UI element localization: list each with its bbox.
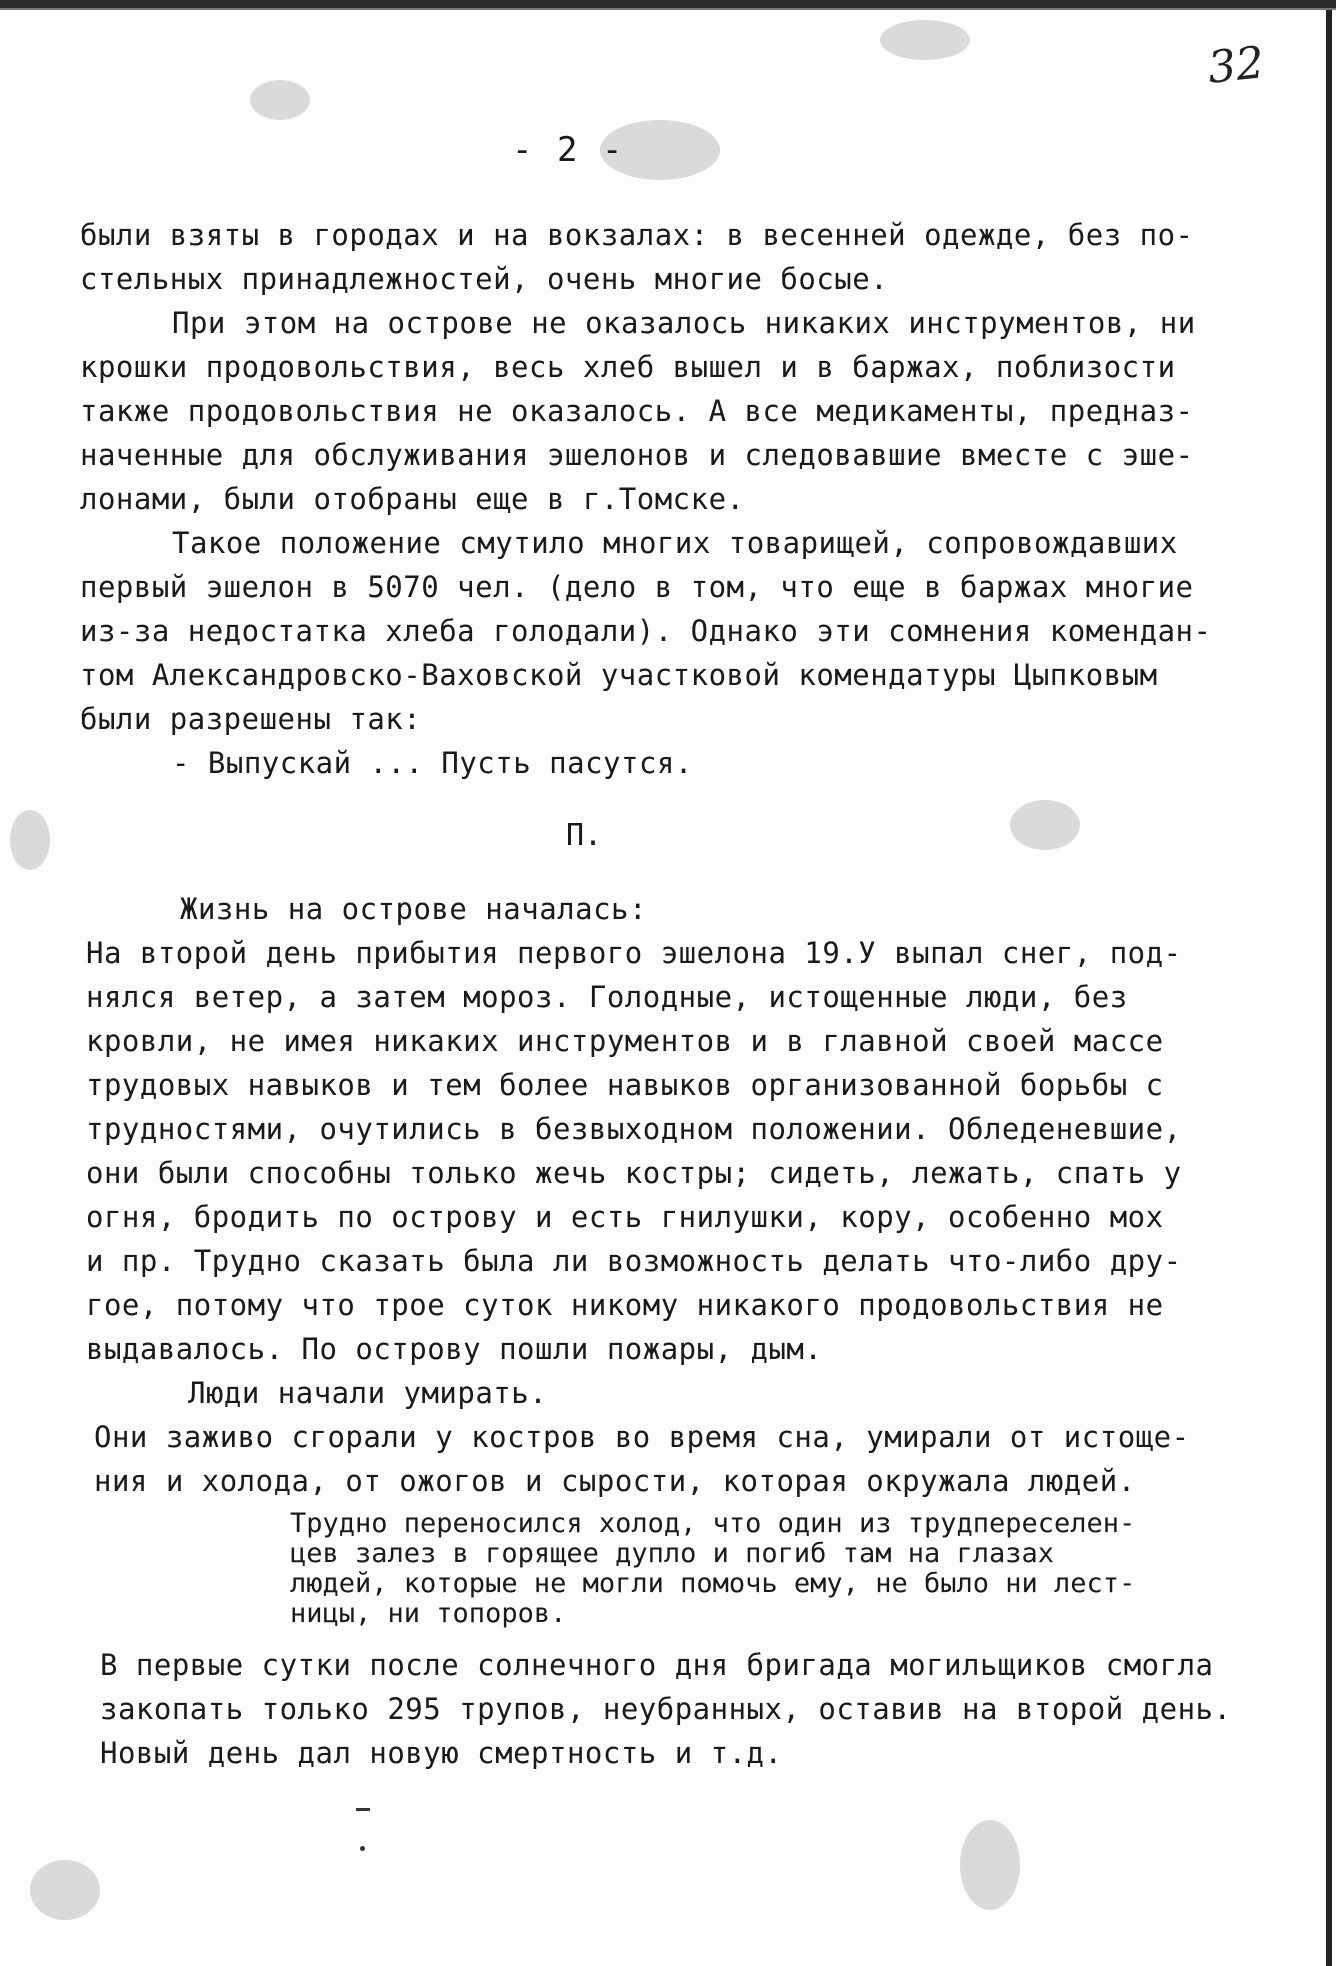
text-line: из-за недостатка хлеба голодали). Однако эти сомнения комендан- [80, 614, 1212, 648]
text-line: были взяты в городах и на вокзалах: в весенней одежде, без по- [80, 218, 1194, 252]
section-numeral: П. [566, 818, 603, 853]
scan-right-edge [1322, 10, 1336, 1966]
scan-noise [1010, 800, 1080, 850]
text-line: В первые сутки после солнечного дня бригада могильщиков смогла [100, 1648, 1214, 1682]
text-line: крошки продовольствия, весь хлеб вышел и в баржах, поблизости [80, 350, 1176, 384]
stray-mark [356, 1808, 370, 1811]
text-line: Они заживо сгорали у костров во время сна, умирали от истоще- [94, 1420, 1190, 1454]
quote-line: цев залез в горящее дупло и погиб там на глазах [290, 1538, 1055, 1569]
scan-top-edge [0, 0, 1336, 16]
stray-mark [360, 1846, 365, 1851]
scan-noise [960, 1820, 1020, 1910]
scan-noise [880, 20, 970, 60]
page-number: - 2 - [512, 130, 625, 170]
scan-noise [30, 1860, 100, 1920]
text-line: и пр. Трудно сказать была ли возможность делать что-либо дру- [86, 1244, 1182, 1278]
text-line: наченные для обслуживания эшелонов и следовавшие вместе с эше- [80, 438, 1194, 472]
text-line: трудностями, очутились в безвыходном положении. Обледеневшие, [86, 1112, 1182, 1146]
quote-line: Трудно переносился холод, что один из трудпереселен- [290, 1508, 1136, 1539]
text-line: - Выпускай ... Пусть пасутся. [172, 746, 693, 780]
text-line: кровли, не имея никаких инструментов и в главной своей массе [86, 1024, 1164, 1058]
text-line: первый эшелон в 5070 чел. (дело в том, что еще в баржах многие [80, 570, 1194, 604]
text-line: стельных принадлежностей, очень многие босые. [80, 262, 889, 296]
text-line: закопать только 295 трупов, неубранных, оставив на второй день. [100, 1692, 1232, 1726]
text-line: Такое положение смутило многих товарищей, сопровождавших [172, 526, 1178, 560]
quote-line: ницы, ни топоров. [290, 1598, 567, 1629]
text-line: лонами, были отобраны еще в г.Томске. [80, 482, 745, 516]
text-line: трудовых навыков и тем более навыков организованной борьбы с [86, 1068, 1164, 1102]
text-line: Жизнь на острове началась: [180, 892, 647, 926]
quote-line: людей, которые не могли помочь ему, не было ни лест- [290, 1568, 1136, 1599]
text-line: ния и холода, от ожогов и сырости, которая окружала людей. [94, 1464, 1136, 1498]
text-line: выдавалось. По острову пошли пожары, дым. [86, 1332, 823, 1366]
text-line: гое, потому что трое суток никому никакого продовольствия не [86, 1288, 1164, 1322]
text-line: нялся ветер, а затем мороз. Голодные, истощенные люди, без [86, 980, 1128, 1014]
text-line: Люди начали умирать. [188, 1376, 548, 1410]
text-line: том Александровско-Ваховской участковой комендатуры Цыпковым [80, 658, 1158, 692]
archive-sheet-number: 32 [1205, 37, 1267, 94]
scan-noise [10, 810, 50, 870]
text-line: На второй день прибытия первого эшелона 19.У выпал снег, под- [86, 936, 1182, 970]
text-line: Новый день дал новую смертность и т.д. [100, 1736, 783, 1770]
text-line: они были способны только жечь костры; сидеть, лежать, спать у [86, 1156, 1182, 1190]
text-line: также продовольствия не оказалось. А все медикаменты, предназ- [80, 394, 1194, 428]
text-line: огня, бродить по острову и есть гнилушки, кору, особенно мох [86, 1200, 1164, 1234]
scan-noise [250, 80, 310, 120]
text-line: При этом на острове не оказалось никаких инструментов, ни [172, 306, 1196, 340]
text-line: были разрешены так: [80, 702, 422, 736]
